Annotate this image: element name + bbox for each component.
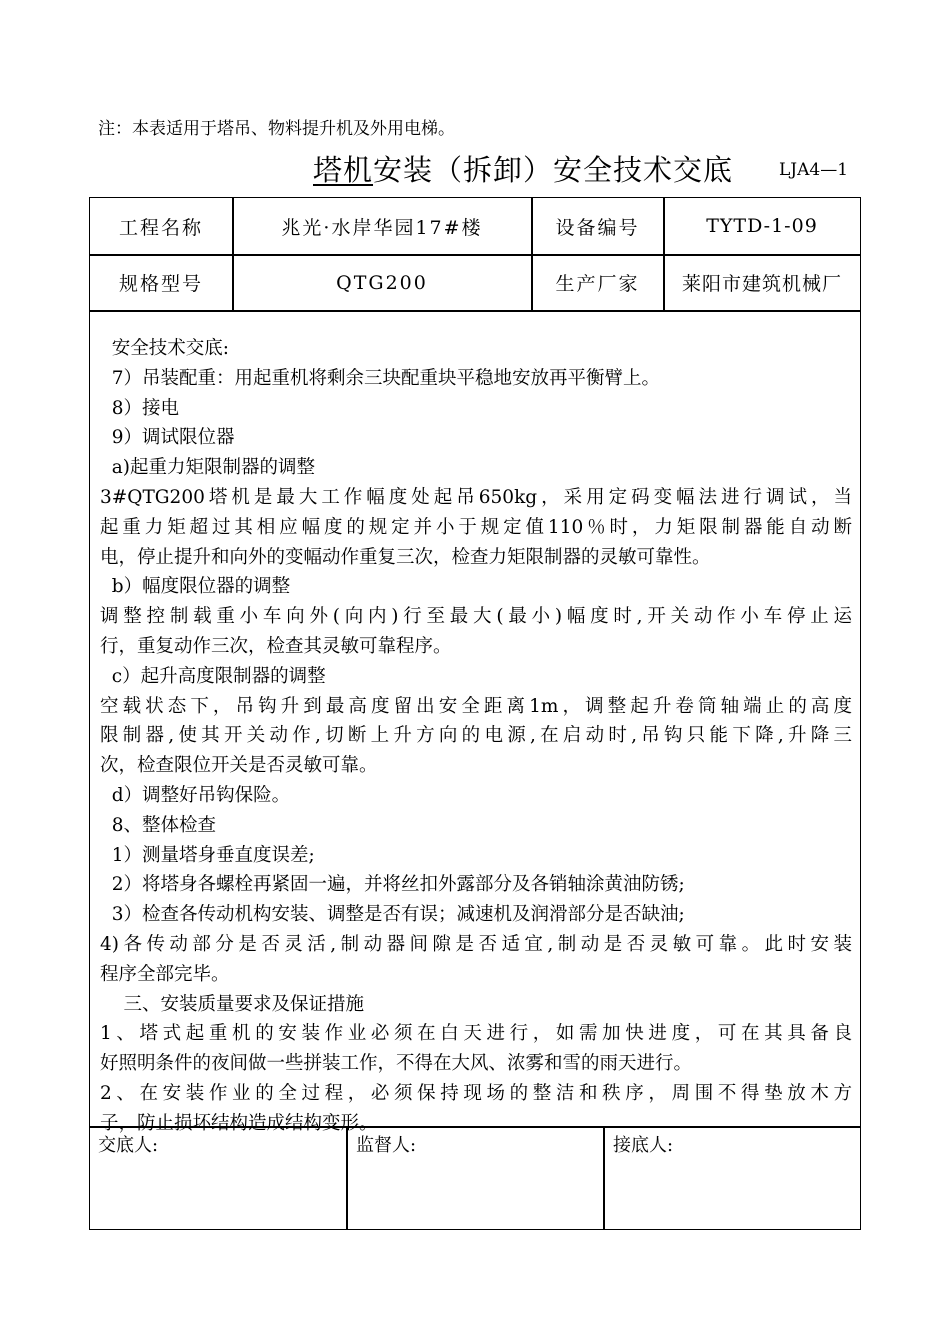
- content-line: 2）将塔身各螺栓再紧固一遍，并将丝扣外露部分及各销轴涂黄油防锈;: [100, 874, 685, 896]
- content-line: 三、安装质量要求及保证措施: [100, 993, 365, 1015]
- equipment-no-value: TYTD-1-09: [706, 215, 818, 237]
- document-title: [313, 148, 733, 189]
- document-number: LJA4—1: [779, 160, 849, 180]
- content-line: 8）接电: [100, 397, 180, 419]
- content-line: 2、在安装作业的全过程，必须保持现场的整洁和秩序，周围不得垫放木方: [100, 1082, 852, 1104]
- content-line: 1）测量塔身垂直度误差;: [100, 844, 315, 866]
- applicability-note: 注：本表适用于塔吊、物料提升机及外用电梯。: [98, 119, 455, 139]
- content-line: c）起升高度限制器的调整: [100, 665, 326, 687]
- content-line: 调整控制载重小车向外(向内)行至最大(最小)幅度时,开关动作小车停止运: [100, 606, 852, 628]
- sig-divider-2: [603, 1127, 605, 1229]
- project-name-label: 工程名称: [118, 216, 203, 239]
- content-line: 1、塔式起重机的安装作业必须在白天进行，如需加快进度，可在其具备良: [100, 1023, 852, 1045]
- content-line: 8、整体检查: [100, 814, 217, 836]
- content-line: 起重力矩超过其相应幅度的规定并小于规定值110％时，力矩限制器能自动断: [100, 516, 852, 538]
- content-line: 次，检查限位开关是否灵敏可靠。: [100, 755, 378, 777]
- disclosure-content: [100, 334, 852, 1139]
- presenter-signature-label: 交底人:: [98, 1135, 159, 1156]
- supervisor-signature-label: 监督人:: [356, 1135, 417, 1156]
- content-line: b）幅度限位器的调整: [100, 576, 291, 598]
- manufacturer-value: 莱阳市建筑机械厂: [681, 273, 842, 295]
- content-line: 好照明条件的夜间做一些拼装工作，不得在大风、浓雾和雪的雨天进行。: [100, 1053, 693, 1075]
- content-line: 4)各传动部分是否灵活,制动器间隙是否适宜,制动是否灵敏可靠。此时安装: [100, 933, 852, 955]
- content-line: 7）吊装配重：用起重机将剩余三块配重块平稳地安放再平衡臂上。: [100, 367, 661, 389]
- content-line: 安全技术交底:: [100, 338, 229, 359]
- content-line: 3#QTG200塔机是最大工作幅度处起吊650kg，采用定码变幅法进行调试，当: [100, 486, 852, 508]
- title-rest: 安装（拆卸）安全技术交底: [373, 153, 734, 187]
- content-line: 程序全部完毕。: [100, 963, 230, 985]
- content-line: 3）检查各传动机构安装、调整是否有误；减速机及润滑部分是否缺油;: [100, 904, 685, 926]
- content-line: 9）调试限位器: [100, 427, 235, 449]
- content-line: 行，重复动作三次，检查其灵敏可靠程序。: [100, 635, 452, 657]
- content-line: d）调整好吊钩保险。: [100, 784, 291, 806]
- content-line: a)起重力矩限制器的调整: [100, 457, 316, 479]
- model-label: 规格型号: [118, 273, 203, 295]
- row-divider-2: [90, 310, 860, 312]
- sig-divider-1: [346, 1127, 348, 1229]
- project-name-value: 兆光·水岸华园17#楼: [281, 216, 483, 239]
- content-line: 空载状态下，吊钩升到最高度留出安全距离1m，调整起升卷筒轴端止的高度: [100, 695, 852, 717]
- content-line: 电，停止提升和向外的变幅动作重复三次，检查力矩限制器的灵敏可靠性。: [100, 546, 711, 568]
- model-value: QTG200: [336, 271, 428, 294]
- content-line: 子，防止损坏结构造成结构变形。: [100, 1112, 378, 1134]
- title-underlined-part: 塔机: [313, 153, 374, 187]
- receiver-signature-label: 接底人:: [613, 1135, 674, 1156]
- equipment-no-label: 设备编号: [555, 216, 640, 239]
- manufacturer-label: 生产厂家: [555, 273, 640, 295]
- content-line: 限制器,使其开关动作,切断上升方向的电源,在启动时,吊钩只能下降,升降三: [100, 725, 852, 747]
